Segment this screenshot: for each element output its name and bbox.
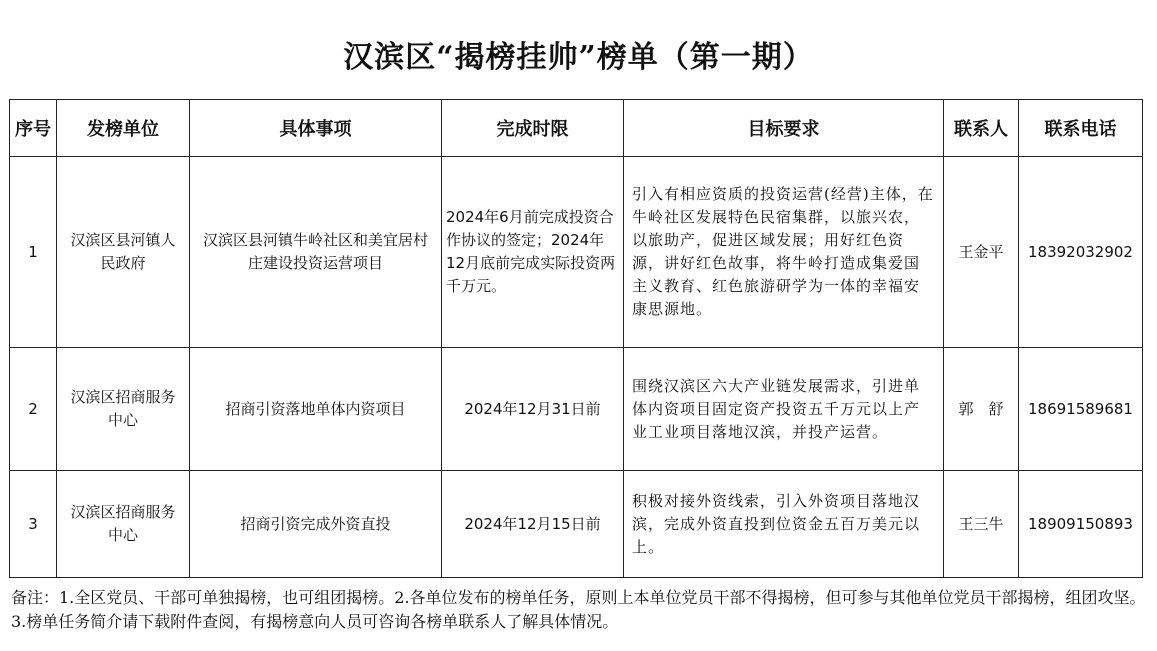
row-item: 招商引资完成外资直投 (190, 471, 442, 578)
header-deadline: 完成时限 (442, 100, 624, 157)
header-unit: 发榜单位 (57, 100, 190, 157)
row-unit: 汉滨区招商服务中心 (57, 471, 190, 578)
bounty-list-table (9, 99, 1143, 578)
page-title: 汉滨区“揭榜挂帅”榜单（第一期） (343, 40, 814, 75)
row-phone: 18392032902 (1019, 157, 1143, 348)
row-contact: 王三牛 (944, 471, 1019, 578)
header-index: 序号 (10, 100, 57, 157)
row-deadline: 2024年6月前完成投资合作协议的签定；2024年12月底前完成实际投资两千万元。 (442, 157, 624, 348)
row-goal: 围绕汉滨区六大产业链发展需求，引进单体内资项目固定资产投资五千万元以上产业工业项目落地汉滨，并投产运营。 (624, 348, 944, 471)
row-unit: 汉滨区县河镇人民政府 (57, 157, 190, 348)
row-deadline: 2024年12月15日前 (442, 471, 624, 578)
row-index: 3 (10, 471, 57, 578)
row-goal: 积极对接外资线索，引入外资项目落地汉滨，完成外资直投到位资金五百万美元以上。 (624, 471, 944, 578)
header-item: 具体事项 (190, 100, 442, 157)
row-phone: 18909150893 (1019, 471, 1143, 578)
header-contact: 联系人 (944, 100, 1019, 157)
row-contact: 郭 舒 (944, 348, 1019, 471)
row-contact: 王金平 (944, 157, 1019, 348)
header-phone: 联系电话 (1019, 100, 1143, 157)
row-index: 2 (10, 348, 57, 471)
row-unit: 汉滨区招商服务中心 (57, 348, 190, 471)
row-item: 汉滨区县河镇牛岭社区和美宜居村庄建设投资运营项目 (190, 157, 442, 348)
footnote: 备注：1.全区党员、干部可单独揭榜，也可组团揭榜。2.各单位发布的榜单任务，原则上本单位党员干部不得揭榜，但可参与其他单位党员干部揭榜，组团攻坚。3.榜单任务简介请下载附件查阅，有揭榜意向人员可咨询各榜单联系人了解具体情况。 (11, 588, 1146, 631)
row-item: 招商引资落地单体内资项目 (190, 348, 442, 471)
table-row (10, 157, 1143, 348)
table-header-row (10, 100, 1143, 157)
row-index: 1 (10, 157, 57, 348)
table-row (10, 348, 1143, 471)
row-goal: 引入有相应资质的投资运营(经营)主体，在牛岭社区发展特色民宿集群，以旅兴农，以旅助产，促进区域发展；用好红色资源，讲好红色故事，将牛岭打造成集爱国主义教育、红色旅游研学为一体的幸福安康思源地。 (624, 157, 944, 348)
table-row (10, 471, 1143, 578)
header-goal: 目标要求 (624, 100, 944, 157)
row-phone: 18691589681 (1019, 348, 1143, 471)
row-deadline: 2024年12月31日前 (442, 348, 624, 471)
